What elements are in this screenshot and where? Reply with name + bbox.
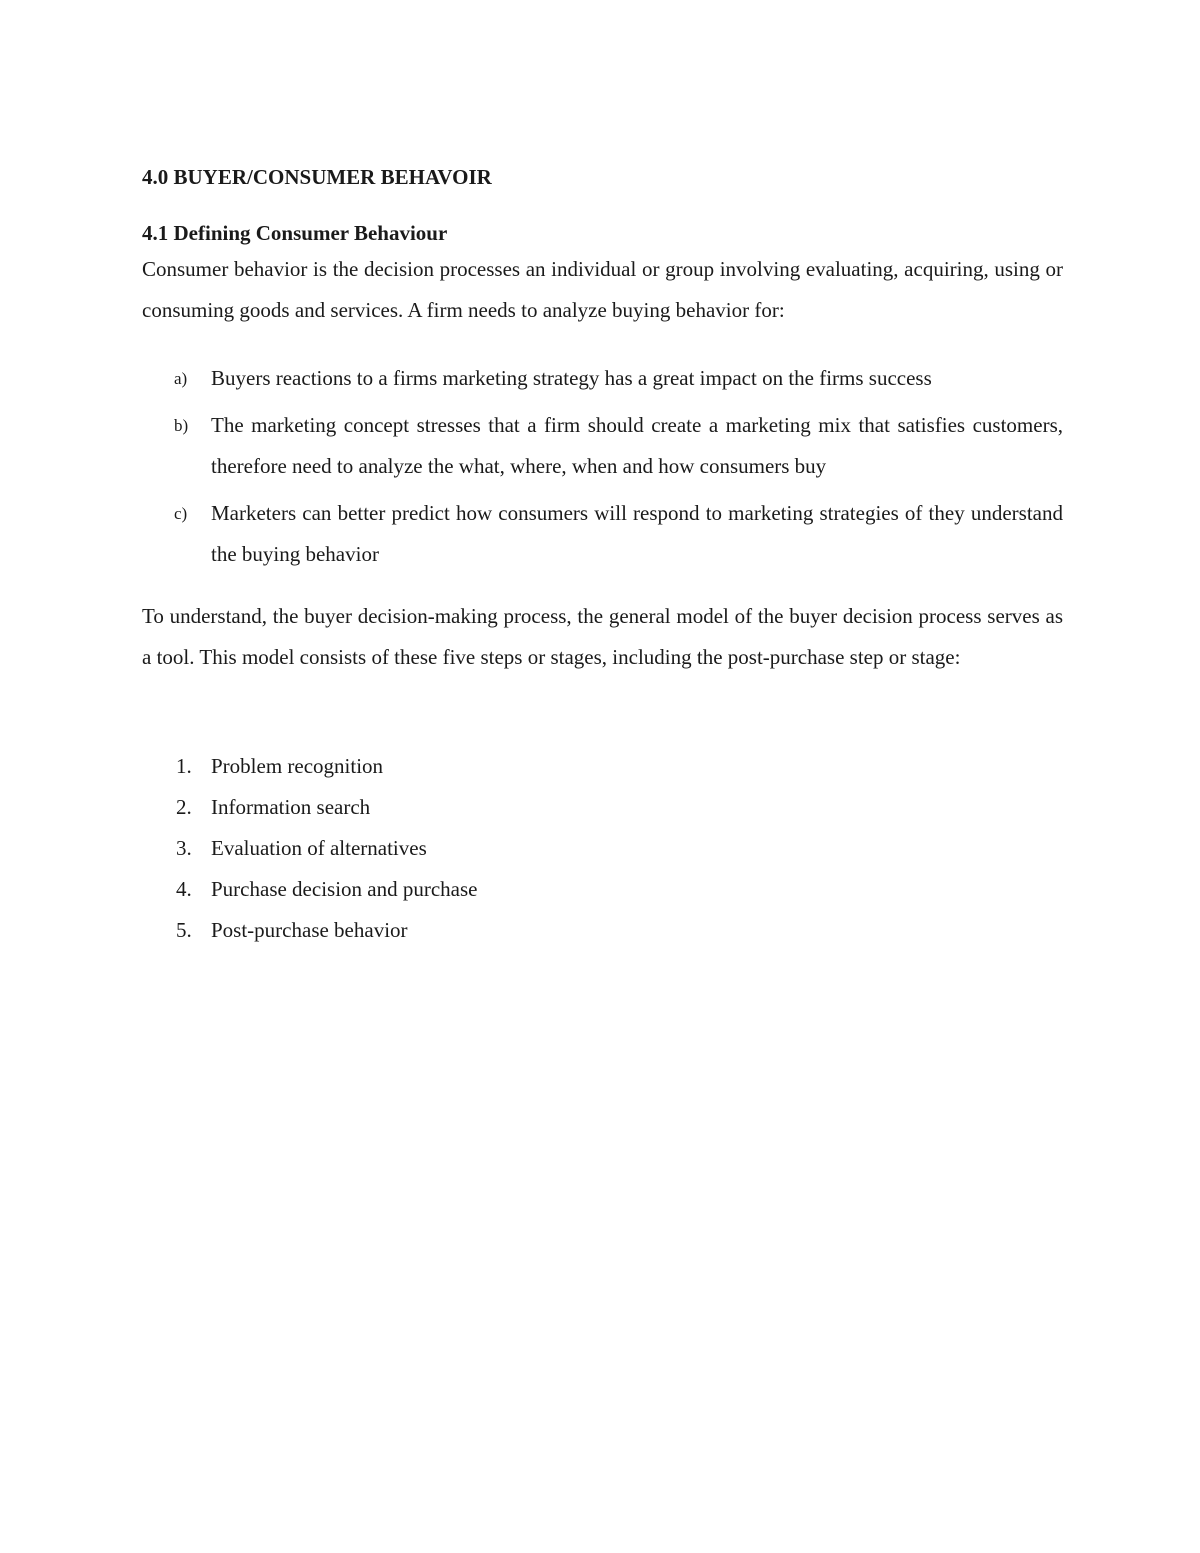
list-item <box>142 493 1063 575</box>
list-marker: 3. <box>176 836 192 860</box>
definition-paragraph: Consumer behavior is the decision processes an individual or group involving evaluating, acquiring, using or consuming goods and services. A firm needs to analyze buying behavior for: <box>142 257 1063 322</box>
list-item-text: Marketers can better predict how consumers will respond to marketing strategies of they understand the buying behavior <box>211 501 1063 566</box>
list-marker: b) <box>174 416 189 435</box>
list-item-text: The marketing concept stresses that a firm should create a marketing mix that satisfies customers, therefore need to analyze the what, where, when and how consumers buy <box>211 413 1063 478</box>
list-item-text: Purchase decision and purchase <box>211 877 478 901</box>
model-paragraph: To understand, the buyer decision-making process, the general model of the buyer decision process serves as a tool. This model consists of these five steps or stages, including the post-purchase step or stage: <box>142 604 1063 669</box>
list-item-text: Problem recognition <box>211 754 384 778</box>
list-item <box>142 358 1063 399</box>
steps-list <box>142 746 1063 951</box>
list-item <box>142 746 1063 787</box>
list-item <box>142 828 1063 869</box>
list-item <box>142 787 1063 828</box>
list-item-text: Post-purchase behavior <box>211 918 408 942</box>
subsection-heading: 4.1 Defining Consumer Behaviour <box>142 221 448 245</box>
list-marker: 4. <box>176 877 192 901</box>
list-marker: c) <box>174 504 188 523</box>
list-marker: 2. <box>176 795 192 819</box>
section-heading: 4.0 BUYER/CONSUMER BEHAVOIR <box>142 165 492 189</box>
list-item-text: Buyers reactions to a firms marketing strategy has a great impact on the firms success <box>211 366 932 390</box>
list-item <box>142 405 1063 487</box>
list-marker: 1. <box>176 754 192 778</box>
list-marker: a) <box>174 369 188 388</box>
list-item <box>142 910 1063 951</box>
reasons-list <box>142 358 1063 575</box>
list-item <box>142 869 1063 910</box>
list-item-text: Information search <box>211 795 371 819</box>
list-item-text: Evaluation of alternatives <box>211 836 427 860</box>
list-marker: 5. <box>176 918 192 942</box>
